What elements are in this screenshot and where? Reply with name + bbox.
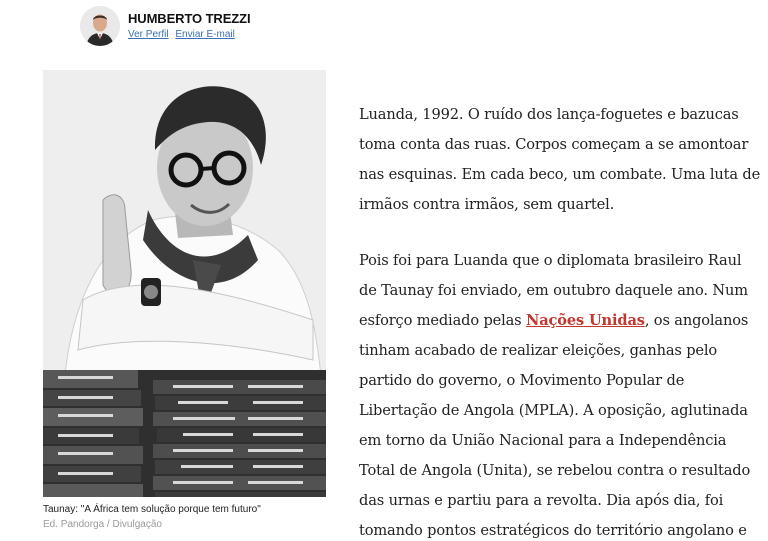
author-header — [80, 4, 250, 48]
paragraph-line: nas esquinas. Em cada beco, um combate. Uma luta de — [359, 166, 761, 183]
paragraph-line: tomando pontos estratégicos do território angolano e — [359, 522, 747, 539]
view-profile-link[interactable]: Ver Perfil — [128, 29, 169, 40]
article-paragraph-2 — [359, 246, 763, 541]
nacoes-unidas-link[interactable]: Nações Unidas — [526, 312, 645, 329]
paragraph-line: das urnas e partiu para a revolta. Dia após dia, foi — [359, 492, 724, 509]
paragraph-line: de Taunay foi enviado, em outubro daquele ano. Num — [359, 282, 748, 299]
paragraph-line: Total de Angola (Unita), se rebelou contra o resultado — [359, 462, 751, 479]
paragraph-line: tinham acabado de realizar eleições, ganhas pelo — [359, 342, 718, 359]
article-body — [359, 100, 763, 541]
paragraph-line: Libertação de Angola (MPLA). A oposição, aglutinada — [359, 402, 748, 419]
text-after-link: , os angolanos — [644, 312, 749, 329]
author-meta — [128, 11, 250, 41]
author-links — [128, 28, 250, 41]
paragraph-line-with-link — [359, 306, 763, 336]
paragraph-line: Luanda, 1992. O ruído dos lança-foguetes e bazucas — [359, 106, 739, 123]
article-paragraph-1 — [359, 100, 763, 220]
author-avatar[interactable] — [80, 6, 120, 46]
paragraph-line: toma conta das ruas. Corpos começam a se amontoar — [359, 136, 749, 153]
paragraph-line: Pois foi para Luanda que o diplomata brasileiro Raul — [359, 252, 742, 269]
paragraph-line: partido do governo, o Movimento Popular de — [359, 372, 685, 389]
photo-credit: Ed. Pandorga / Divulgação — [43, 519, 162, 530]
send-email-link[interactable]: Enviar E-mail — [175, 29, 235, 40]
article-photo[interactable] — [43, 70, 326, 497]
paragraph-line: irmãos contra irmãos, sem quartel. — [359, 196, 615, 213]
paragraph-line: em torno da União Nacional para a Independência — [359, 432, 727, 449]
photo-caption: Taunay: "A África tem solução porque tem futuro" — [43, 504, 261, 515]
text-before-link: esforço mediado pelas — [359, 312, 527, 329]
author-name[interactable]: HUMBERTO TREZZI — [128, 11, 251, 26]
